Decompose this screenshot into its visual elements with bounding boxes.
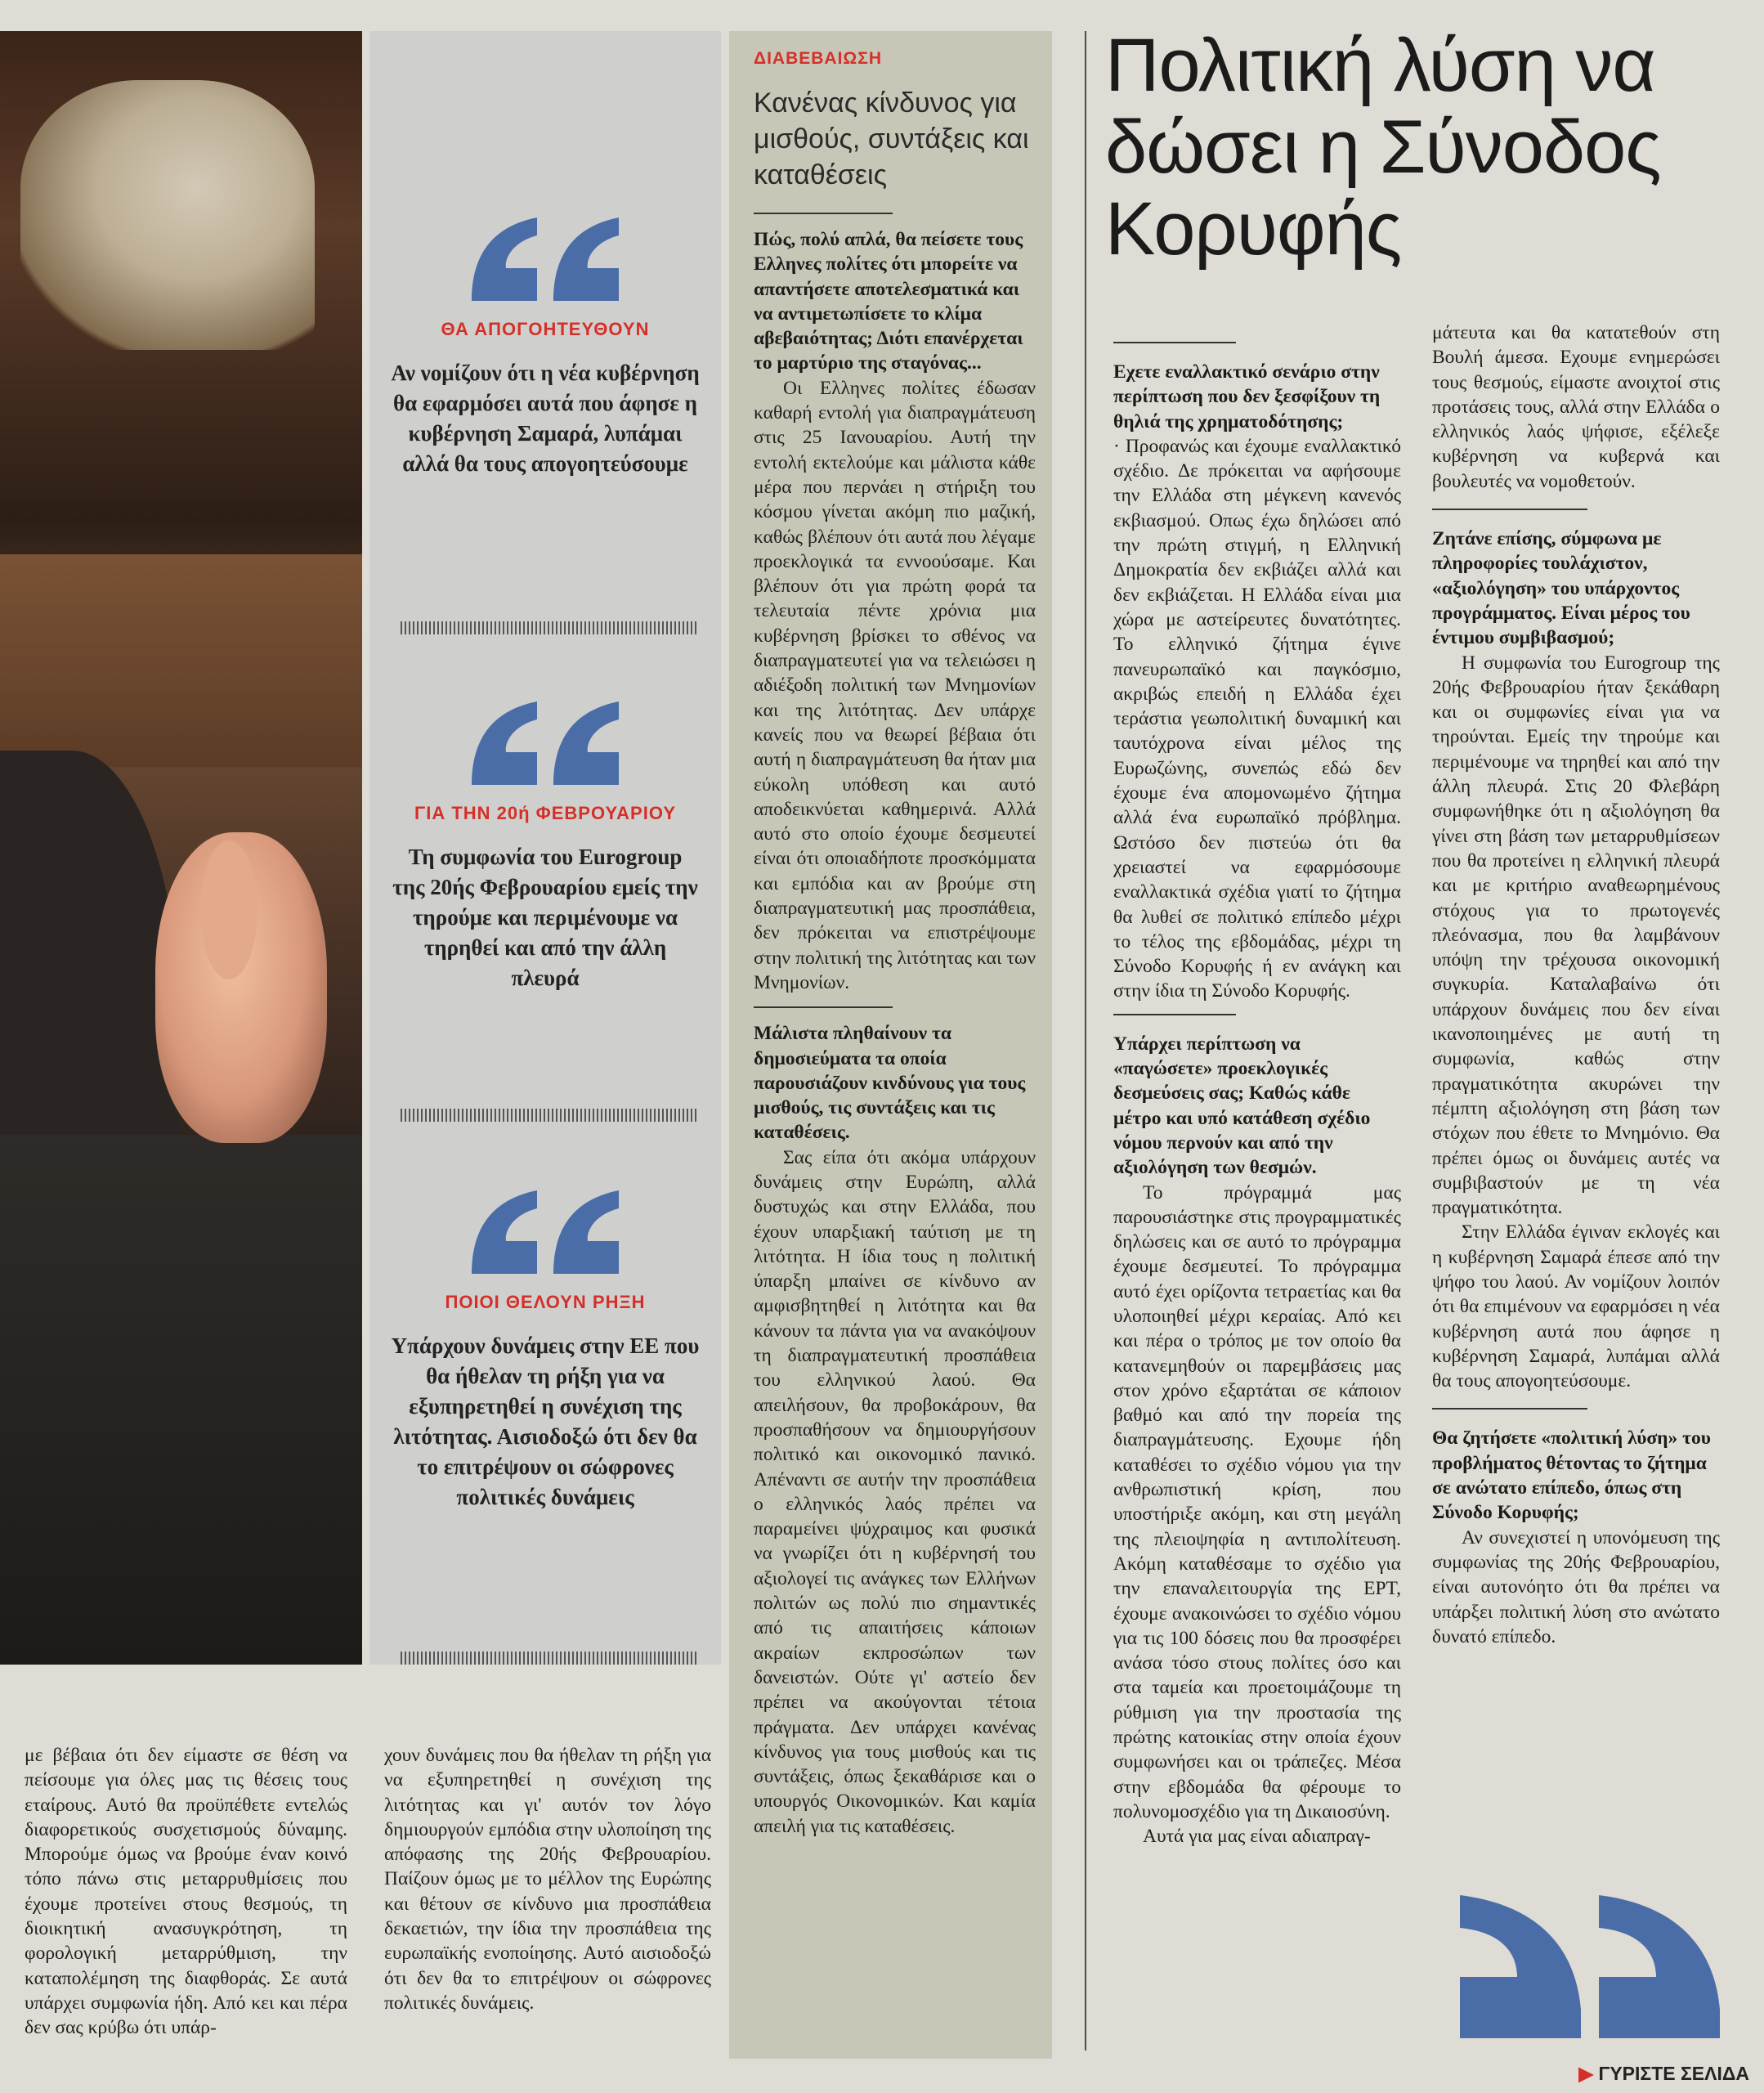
pull-quote-text: Τη συμφωνία του Eurogroup της 20ής Φεβρουαρίου εμείς την τηρούμε και περιμένουμε να τηρηθεί και από την άλλη πλευρά [392, 845, 698, 990]
photo-thumb [200, 840, 257, 979]
photo-lamp [20, 80, 315, 350]
bottom-left-column-2: χουν δυνάμεις που θα ήθελαν τη ρήξη για να εξυπηρετηθεί η συνέχιση της λιτότητας και γι' αυτόν τον λόγο δημιουργούν εμπόδια στην υλοποίηση της απόφασης της 20ής Φεβρουαρίου. Παίζουν όμως με το μέλλον της Ευρώπης και θέτουν σε κίνδυνο μια προσπάθεια δεκαετιών, την ίδια την προσπάθεια της ευρωπαϊκής ενοποίησης. Αυτό αισιοδοξώ ότι δεν θα το επιτρέψουν οι σώφρονες πολιτικές δυνάμεις. [384, 1745, 711, 2014]
interview-answer-0: μάτευτα και θα κατατεθούν στη Βουλή άμεσα. Εχουμε ενημερώσει τους θεσμούς, είμαστε ανοιχτοί στις προτάσεις τους, αλλά στην Ελλάδα ο ελληνικός λαός ψήφισε, εξέλεξε κυβέρνηση να κυβερνά και βουλευτές να νομοθετούν. [1432, 322, 1720, 492]
interview-column-2 [1432, 320, 1720, 1649]
column-rule [1432, 1408, 1587, 1410]
pull-quote-text: Αν νομίζουν ότι η νέα κυβέρνηση θα εφαρμόσει αυτά που άφησε η κυβέρνηση Σαμαρά, λυπάμαι αλλά θα τους απογοητεύσουμε [391, 361, 700, 476]
quote-mark-icon [463, 695, 627, 793]
pull-quote-divider [401, 1109, 699, 1122]
sidebar-rule [754, 1006, 893, 1008]
sidebar-answer-2: Σας είπα ότι ακόμα υπάρχουν δυνάμεις στην Ευρώπη, αλλά δυστυχώς και στην Ελλάδα, που έχουν υπαρξιακή ταύτιση με τη λιτότητα. Η ίδια τους η πολιτική ύπαρξη μπαίνει σε κίνδυνο αν αμφισβητηθεί η λιτότητα και θα κάνουν τα πάντα για να ανακόψουν τη διαπραγματευτική προσπάθεια του ελληνικού λαού. Θα απειλήσουν, θα προβοκάρουν, θα προσπαθήσουν να δημιουργήσουν πολιτικό και οικονομικό πανικό. Απέναντι σε αυτήν την προσπάθεια ο ελληνικός λαός πρέπει να παραμείνει ψύχραιμος και φυσικά να γνωρίζει ότι η κυβέρνησή του αξιολογεί τις ανάγκες των Ελλήνων πολιτών ως πολύ πιο σημαντικές από τις απαιτήσεις κάποιων ακραίων εκπροσώπων των δανειστών. Ούτε γι' αστείο δεν πρέπει να ακούγονται τέτοια πράγματα. Δεν υπάρχει κανένας κίνδυνος για τους μισθούς και τις συντάξεις, όπως ξεκαθάρισε και ο υπουργός Οικονομικών. Και καμία απειλή για τις καταθέσεις. [754, 1146, 1036, 1837]
sidebar-question-2: Μάλιστα πληθαίνουν τα δημοσιεύματα τα οποία παρουσιάζουν κινδύνους για τους μισθούς, τις συντάξεις και τις καταθέσεις. [754, 1023, 1026, 1144]
interview-question-3: Ζητάνε επίσης, σύμφωνα με πληροφορίες τουλάχιστον, «αξιολόγηση» του υπάρχοντος προγράμματος. Είναι μέρος του έντιμου συμβιβασμού; [1432, 528, 1690, 649]
interview-answer-3b: Στην Ελλάδα έγιναν εκλογές και η κυβέρνηση Σαμαρά έπεσε από την ψήφο του λαού. Αν νομίζουν λοιπόν ότι θα επιμένουν να εφαρμόσει η νέα κυβέρνηση αυτά που άφησε η κυβέρνηση Σαμαρά, λυπάμαι αλλά θα τους απογοητεύσουμε. [1432, 1221, 1720, 1392]
column-rule [1113, 1014, 1236, 1015]
interview-answer-3: Η συμφωνία του Eurogroup της 20ής Φεβρουαρίου ήταν ξεκάθαρη και οι συμφωνίες είναι για να τηρούνται. Εμείς την τηρούμε και περιμένουμε να τηρηθεί και από την άλλη πλευρά. Στις 20 Φλεβάρη συμφωνήθηκε ότι η αξιολόγηση θα γίνει στη βάση των μεταρρυθμίσεων που θα προτείνει η ελληνική πλευρά και με κριτήριο αναθεωρημένους στόχους για το πρωτογενές πλεόνασμα, που θα λαμβάνουν υπόψη την τρέχουσα οικονομική συγκυρία. Καταλαβαίνω ότι υπάρχουν δυνάμεις που δεν είναι ικανοποιημένες με αυτή τη συμφωνία, καθώς στην πραγματικότητα ακυρώνει την πέμπτη αξιολόγηση στη βάση των στόχων που έθετε το Μνημόνιο. Θα πρέπει όμως οι δυνάμεις αυτές να συμβιβαστούν με τη νέα πραγματικότητα. [1432, 652, 1720, 1219]
photo-suit [0, 1135, 362, 1665]
pull-quote-1 [369, 211, 721, 479]
pull-quote-label: ΠΟΙΟΙ ΘΕΛΟΥΝ ΡΗΞΗ [445, 1292, 646, 1312]
pull-quote-text: Υπάρχουν δυνάμεις στην ΕΕ που θα ήθελαν τη ρήξη για να εξυπηρετηθεί η συνέχιση της λιτότητας. Αισιοδοξώ ότι δεν θα το επιτρέψουν οι σώφρονες πολιτικές δυνάμεις [391, 1333, 700, 1509]
interview-answer-2b: Αυτά για μας είναι αδιαπραγ- [1143, 1826, 1371, 1848]
turn-page-footer [1578, 2063, 1749, 2085]
pull-quote-divider [401, 1652, 699, 1665]
sidebar-answer-1: Οι Ελληνες πολίτες έδωσαν καθαρή εντολή για διαπραγμάτευση στις 25 Ιανουαρίου. Αυτή την εντολή εκτελούμε και μάλιστα κάθε μέρα που περνάει η στήριξη του κόσμου γίνεται ακόμη πιο μαζική, καθώς βλέπουν ότι αυτά που λέγαμε προεκλογικά τα εννοούσαμε. Και βλέπουν ότι για πρώτη φορά τα τελευταία πέντε χρόνια μια κυβέρνηση βρίσκει το σθένος να διαπραγματευτεί για να τελειώσει η αδιέξοδη πολιτική των Μνημονίων και της λιτότητας. Δεν υπάρχε κανείς που να θεωρεί βέβαια ότι αυτή η διαπραγμάτευση θα ήταν μια εύκολη υπόθεση και αυτό αποδεικνύεται καθημερινά. Αλλά αυτό στο οποίο έχουμε δεσμευτεί είναι ότι οποιαδήποτε προσκόμματα και εμπόδια και αν βρούμε στη διαπραγματευτική μας προσπάθεια, δεν πρόκειται να επιστρέψουμε στην πολιτική της λιτότητας και των Μνημονίων. [754, 377, 1036, 993]
closing-quote-mark-icon [1452, 1887, 1730, 2042]
sidebar-rule [754, 213, 893, 214]
pull-quote-divider [401, 621, 699, 634]
sidebar-label: ΔΙΑΒΕΒΑΙΩΣΗ [754, 49, 883, 68]
interview-question-1: Εχετε εναλλακτικό σενάριο στην περίπτωση που δεν ξεσφίξουν τη θηλιά της χρηματοδότησης; [1113, 361, 1381, 432]
pull-quote-label: ΓΙΑ ΤΗΝ 20ή ΦΕΒΡΟΥΑΡΙΟΥ [414, 803, 676, 823]
interview-question-2: Υπάρχει περίπτωση να «παγώσετε» προεκλογικές δεσμεύσεις σας; Καθώς κάθε μέτρο και υπό κατάθεση σχέδιο νόμου περνούν και από την αξιολόγηση των θεσμών. [1113, 1033, 1371, 1179]
sidebar [754, 49, 1036, 1839]
quote-mark-icon [463, 211, 627, 309]
pull-quote-3 [369, 1184, 721, 1513]
bottom-left-column-1: με βέβαια ότι δεν είμαστε σε θέση να πείσουμε για όλες μας τις θέσεις τους εταίρους. Αυτό θα προϋπέθετε εντελώς διαφορετικούς συσχετισμούς δύναμης. Μπορούμε όμως να βρούμε έναν κοινό τόπο πάνω στις μεταρρυθμίσεις που έχουμε προτείνει στους θεσμούς, τη διοικητική ανασυγκρότηση, τη φορολογική μεταρρύθμιση, την καταπολέμηση της διαφθοράς. Σε αυτά υπάρχει συμφωνία ήδη. Από κει και πέρα δεν σας κρύβω ότι υπάρ- [25, 1745, 347, 2039]
photo-shelf [0, 554, 362, 767]
interview-answer-1: · Προφανώς και έχουμε εναλλακτικό σχέδιο. Δε πρόκειται να αφήσουμε την Ελλάδα στη μέγκενη κανενός εκβιασμού. Οπως έχω δηλώσει από την πρώτη στιγμή, η Ελληνική Δημοκρατία δεν εκβιάζει αλλά και δεν εκβιάζεται. Η Ελλάδα είναι μια χώρα με αστείρευτες δυνατότητες. Το ελληνικό ζήτημα έγινε πανευρωπαϊκό και παγκόσμιο, ακριβώς επειδή η Ελλάδα έχει τεράστια γεωπολιτική δυναμική και ταυτόχρονα είναι μέλος της Ευρωζώνης, συνεπώς εδώ δεν έχουμε ένα απομονωμένο ζήτημα αλλά ένα ευρωπαϊκό πρόβλημα. Ωστόσο δεν πιστεύω ότι θα χρειαστεί να εφαρμόσουμε εναλλακτικά σχέδια γιατί το ζήτημα θα λυθεί σε πολιτικό επίπεδο μέχρι το τέλος της εβδομάδας, μέχρι τη Σύνοδο Κορυφής ή εν ανάγκη και στην ίδια τη Σύνοδο Κορυφής. [1113, 435, 1401, 1002]
interview-question-4: Θα ζητήσετε «πολιτική λύση» του προβλήματος θέτοντας το ζήτημα σε ανώτατο επίπεδο, όπως στη Σύνοδο Κορυφής; [1432, 1427, 1711, 1524]
interview-answer-2: Το πρόγραμμά μας παρουσιάστηκε στις προγραμματικές δηλώσεις και σε αυτό το πρόγραμμα έχουμε δεσμευτεί. Το πρόγραμμα αυτό έχει ορίζοντα τετραετίας και θα υλοποιηθεί μέχρι κεραίας. Από κει και πέρα ο τρόπος με τον οποίο θα κατανεμηθούν οι παρεμβάσεις μας στον χρόνο εξαρτάται σε κάποιον βαθμό και από την πορεία της διαπραγμάτευσης. Εχουμε ήδη καταθέσει το σχέδιο νόμου για την ανθρωπιστική κρίση, που υποστήριξε ακόμη, και στη μεγάλη της πλειοψηφία η αντιπολίτευση. Ακόμη καταθέσαμε το σχέδιο για την επαναλειτουργία της ΕΡΤ, έχουμε ανακοινώσει το σχέδιο νόμου για τις 100 δόσεις που θα προσφέρει ανάσα τόσο στους πολίτες όσο και στα ταμεία και προετοιμάζουμε τη ρύθμιση για την προστασία της πρώτης κατοικίας στην οποία έχουν συμφωνήσει και οι τράπεζες. Μέσα στην εβδομάδα θα φέρουμε το πολυνομοσχέδιο για τη Δικαιοσύνη. [1113, 1181, 1401, 1822]
column-divider [1085, 31, 1086, 2050]
pull-quote-2 [369, 695, 721, 993]
interview-answer-4: Αν συνεχιστεί η υπονόμευση της συμφωνίας της 20ής Φεβρουαρίου, είναι αυτονόητο ότι θα πρέπει να υπάρξει πολιτική λύση στο ανώτατο δυνατό επίπεδο. [1432, 1526, 1720, 1647]
sidebar-question-1: Πώς, πολύ απλά, θα πείσετε τους Ελληνες πολίτες ότι μπορείτε να απαντήσετε αποτελεσματικά και να αντιμετωπίσετε το κλίμα αβεβαιότητας; Διότι επανέρχεται το μαρτύριο της σταγόνας... [754, 229, 1023, 374]
pull-quote-label: ΘΑ ΑΠΟΓΟΗΤΕΥΘΟΥΝ [441, 319, 650, 339]
interview-column-1 [1113, 342, 1401, 1849]
triangle-right-icon: ▶ [1578, 2063, 1594, 2084]
column-rule [1432, 509, 1587, 510]
column-rule [1113, 342, 1236, 343]
turn-page-label: ΓΥΡΙΣΤΕ ΣΕΛΙΔΑ [1598, 2063, 1749, 2084]
quote-mark-icon [463, 1184, 627, 1282]
headline: Πολιτική λύση να δώσει η Σύνοδος Κορυφής [1105, 24, 1661, 271]
sidebar-deck: Κανένας κίνδυνος για μισθούς, συντάξεις και καταθέσεις [754, 87, 1029, 190]
interview-photo [0, 31, 362, 1665]
